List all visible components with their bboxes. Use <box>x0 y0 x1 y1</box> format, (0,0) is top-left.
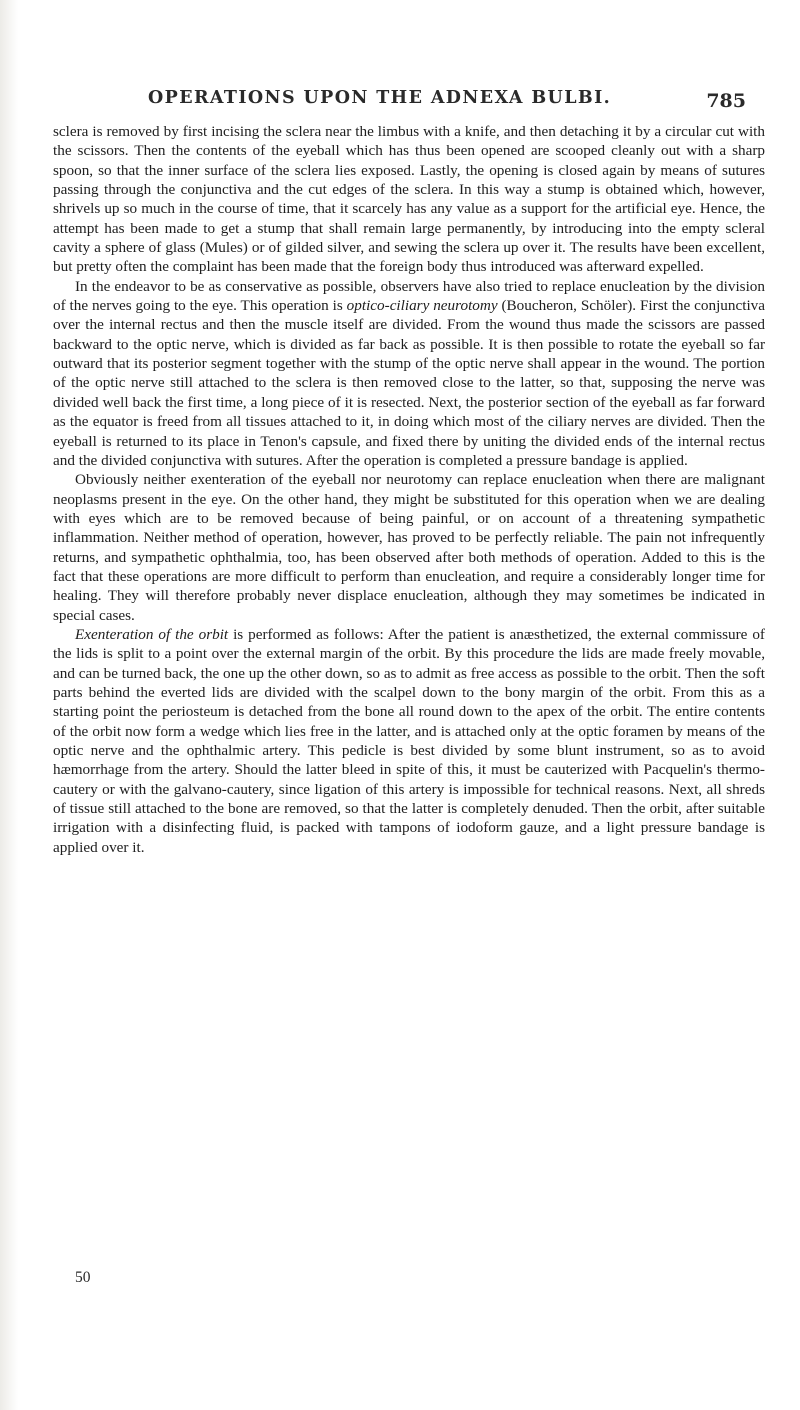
text-run: is performed as follows: After the patient is anæsthetized, the external commissure of the lids is split to a point over the external margin of the orbit. By this procedure the lids are made freely movable, and can be turned back, the one up the other down, so as to admit as free access as possible to the orbit. Then the soft parts behind the everted lids are divided with the scalpel down to the bony margin of the orbit. From this as a starting point the periosteum is detached from the bone all round down to the apex of the orbit. The entire contents of the orbit now form a wedge which lies free in the latter, and is attached only at the optic foramen by means of the optic nerve and the ophthalmic artery. This pedicle is best divided by some blunt instrument, so as to avoid hæmorrhage from the artery. Should the latter bleed in spite of this, it must be cauterized with Pacquelin's thermo-cautery or with the galvano-cautery, since ligation of this artery is impossible for technical reasons. Next, all shreds of tissue still attached to the bone are removed, so that the latter is completely denuded. Then the orbit, after suitable irrigation with a disinfecting fluid, is packed with tampons of iodoform gauze, and a light pressure bandage is applied over it. <box>53 625 765 856</box>
paragraph <box>53 470 765 625</box>
body-text <box>53 122 765 857</box>
text-run: sclera is removed by first incising the sclera near the limbus with a knife, and then detaching it by a circular cut with the scissors. Then the contents of the eyeball which has thus been opened are scooped cleanly out with a sharp spoon, so that the inner surface of the sclera lies exposed. Lastly, the opening is closed again by means of sutures passing through the conjunctiva and the cut edges of the sclera. In this way a stump is obtained which, however, shrivels up so much in the course of time, that it scarcely has any value as a support for the artificial eye. Hence, the attempt has been made to get a stump that shall remain large permanently, by introducing into the empty scleral cavity a sphere of glass (Mules) or of gilded silver, and sewing the sclera up over it. The results have been excellent, but pretty often the complaint has been made that the foreign body thus introduced was afterward expelled. <box>53 123 765 276</box>
paragraph <box>53 122 765 277</box>
text-run: Obviously neither exenteration of the eyeball nor neurotomy can replace enucleation when there are malignant neoplasms present in the eye. On the other hand, they might be substituted for this operation when we are dealing with eyes which are to be removed because of being painful, or on account of a threatening sympathetic inflammation. Neither method of operation, however, has proved to be perfectly reliable. The pain not infrequently returns, and sympathetic ophthalmia, too, has been observed after both methods of operation. Added to this is the fact that these operations are more difficult to perform than enucleation, and require a considerably longer time for healing. They will therefore probably never displace enucleation, although they may sometimes be indicated in special cases. <box>53 471 765 624</box>
paragraph <box>53 277 765 470</box>
text-run: In the endeavor to be as conservative as possible, observers have also tried to replace enucleation by the division of the nerves going to the eye. This operation is <box>53 277 765 315</box>
italic-term: optico-ciliary neurotomy <box>346 297 498 315</box>
page-gutter-shadow <box>0 0 18 1410</box>
signature-mark: 50 <box>75 1269 91 1286</box>
italic-term: Exenteration of the orbit <box>75 625 229 643</box>
paragraph <box>53 625 765 857</box>
running-head <box>148 84 760 114</box>
running-title: OPERATIONS UPON THE ADNEXA BULBI. <box>148 88 612 108</box>
text-run: (Boucheron, Schöler). First the conjunctiva over the internal rectus and then the muscle itself are divided. From the wound thus made the scissors are passed backward to the optic nerve, which is divided as far back as possible. It is then possible to rotate the eyeball so far outward that its posterior segment together with the stump of the optic nerve shall appear in the wound. The portion of the optic nerve still attached to the sclera is then removed close to the latter, so that, supposing the nerve was divided well back the first time, a long piece of it is resected. Next, the posterior section of the eyeball as far forward as the equator is freed from all tissues attached to it, in doing which most of the ciliary nerves are divided. Then the eyeball is returned to its place in Tenon's capsule, and fixed there by uniting the divided ends of the internal rectus and the divided conjunctiva with sutures. After the operation is completed a pressure bandage is applied. <box>53 297 765 469</box>
page-number: 785 <box>706 90 746 112</box>
